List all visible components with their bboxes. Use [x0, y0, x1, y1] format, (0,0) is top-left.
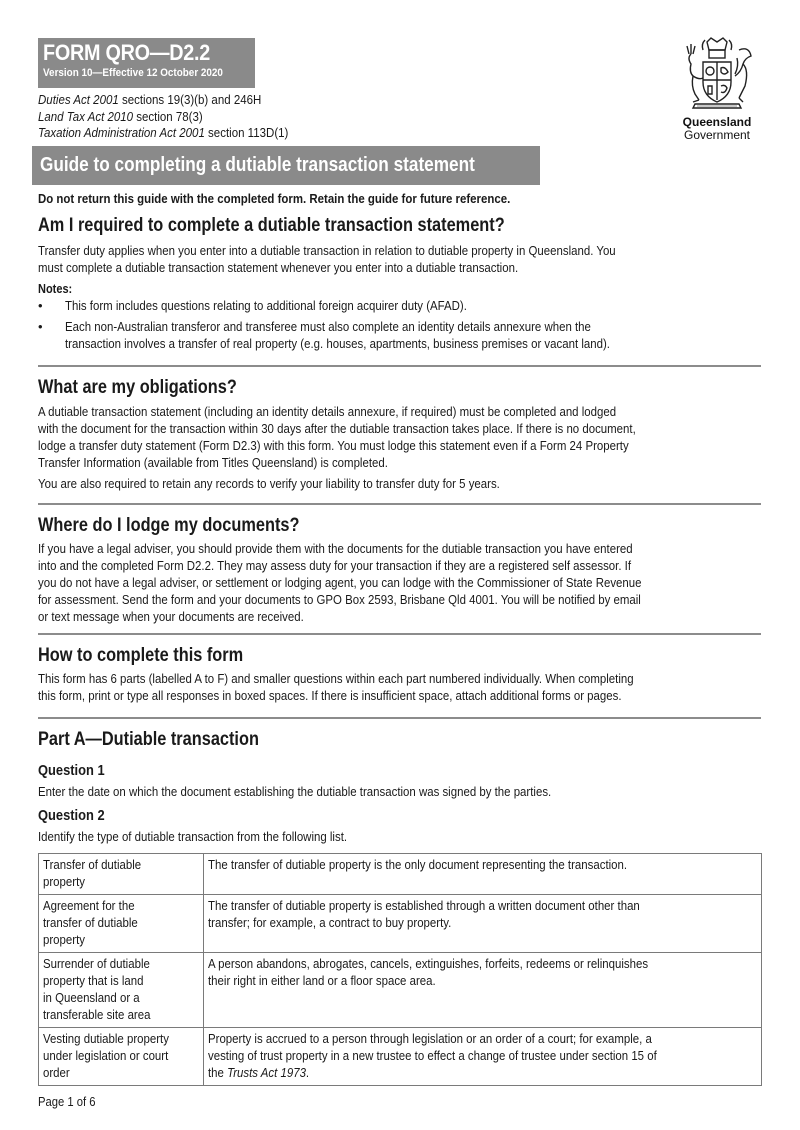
paragraph-line: for assessment. Send the form and your documents to GPO Box 2593, Brisbane Qld 4001. You will be notified by email	[38, 592, 641, 607]
section-divider	[38, 365, 761, 367]
cell-line: property that is land	[43, 973, 144, 988]
form-version: Version 10—Effective 12 October 2020	[43, 67, 223, 79]
paragraph-line: or text message when your documents are received.	[38, 609, 304, 624]
act-section: sections 19(3)(b) and 246H	[118, 93, 262, 107]
table-row	[39, 854, 762, 895]
note-item	[38, 318, 761, 352]
logo-queensland: Queensland	[682, 115, 752, 129]
act-name: Land Tax Act 2010	[38, 109, 134, 124]
transaction-description-cell	[204, 953, 762, 1028]
section-divider	[38, 633, 761, 635]
question-2-text	[38, 828, 389, 845]
act-name: Taxation Administration Act 2001	[38, 126, 205, 140]
question-2-title	[38, 806, 116, 825]
transaction-types-table	[38, 853, 762, 1086]
cell-line: Vesting dutiable property	[43, 1031, 169, 1046]
heading-text: Am I required to complete a dutiable transaction statement?	[38, 215, 505, 236]
paragraph-line: must complete a dutiable transaction statement whenever you enter into a dutiable transaction.	[38, 260, 519, 275]
question-title-text: Question 1	[38, 762, 105, 779]
how-to-paragraph	[38, 670, 715, 704]
heading-text: Where do I lodge my documents?	[38, 515, 300, 536]
lodge-paragraph	[38, 540, 724, 625]
act-reference	[38, 92, 288, 109]
cell-line: in Queensland or a	[43, 990, 140, 1005]
text-fragment: the	[208, 1065, 228, 1080]
act-section: section 78(3)	[133, 109, 203, 124]
act-name: Trusts Act 1973	[227, 1065, 306, 1080]
notes-title	[38, 281, 77, 297]
cell-line: their right in either land or a floor space area.	[208, 973, 436, 988]
cell-line: transfer of dutiable	[43, 915, 138, 930]
page-number-text: Page 1 of 6	[38, 1095, 96, 1109]
cell-line: Transfer of dutiable	[43, 857, 142, 872]
logo-government: Government	[683, 128, 751, 142]
paragraph-line: If you have a legal adviser, you should provide them with the documents for the dutiable transaction you have entered	[38, 541, 633, 556]
question-title-text: Question 2	[38, 807, 105, 824]
cell-line: The transfer of dutiable property is the only document representing the transaction.	[208, 857, 628, 872]
table-row	[39, 953, 762, 1028]
question-1-text	[38, 783, 621, 800]
paragraph-line: Enter the date on which the document establishing the dutiable transaction was signed by the parties.	[38, 784, 552, 799]
paragraph-line: lodge a transfer duty statement (Form D2.3) with this form. You must lodge this statement even if a Form 24 Property	[38, 438, 629, 453]
note-text: This form includes questions relating to additional foreign acquirer duty (AFAD).	[65, 298, 467, 313]
paragraph-line: Transfer Information (available from Titles Queensland) is completed.	[38, 455, 388, 470]
transaction-description-cell	[204, 854, 762, 895]
transaction-type-cell	[39, 895, 204, 953]
transaction-type-cell	[39, 1028, 204, 1086]
retain-notice	[38, 190, 575, 207]
obligations-paragraph	[38, 403, 717, 471]
guide-title: Guide to completing a dutiable transaction statement	[40, 154, 475, 176]
transaction-description-cell	[204, 1028, 762, 1086]
text-fragment: .	[305, 1065, 310, 1080]
cell-line: property	[43, 874, 85, 889]
bullet-icon: •	[38, 298, 43, 313]
cell-line: vesting of trust property in a new trustee to effect a change of trustee under section 15 of	[208, 1048, 657, 1063]
guide-title-bar	[32, 146, 540, 185]
obligations-records-paragraph	[38, 475, 563, 492]
transaction-type-cell	[39, 953, 204, 1028]
cell-line	[208, 1064, 691, 1081]
paragraph-line: Transfer duty applies when you enter into a dutiable transaction in relation to dutiable property in Queensland. You	[38, 243, 616, 258]
form-code: FORM QRO—D2.2	[43, 40, 211, 65]
table-row	[39, 1028, 762, 1086]
retain-notice-text: Do not return this guide with the completed form. Retain the guide for future reference.	[38, 191, 511, 206]
section-divider	[38, 503, 761, 505]
section-heading-required	[38, 214, 581, 238]
cell-line: transfer; for example, a contract to buy property.	[208, 915, 452, 930]
cell-line: Property is accrued to a person through legislation or an order of a court; for example, a	[208, 1031, 652, 1046]
notes-title-text: Notes:	[38, 282, 73, 296]
page-number	[38, 1095, 102, 1109]
act-section: section 113D(1)	[204, 126, 289, 140]
act-reference	[38, 125, 288, 142]
cell-line: A person abandons, abrogates, cancels, extinguishes, forfeits, redeems or relinquishes	[208, 956, 649, 971]
paragraph-line: You are also required to retain any records to verify your liability to transfer duty for 5 years.	[38, 476, 500, 491]
paragraph-line: you do not have a legal adviser, or settlement or lodging agent, you can lodge with the Commissioner of State Revenue	[38, 575, 642, 590]
paragraph-line: Identify the type of dutiable transaction from the following list.	[38, 829, 348, 844]
paragraph-line: This form has 6 parts (labelled A to F) and smaller questions within each part numbered individually. When completing	[38, 671, 634, 686]
cell-line: transferable site area	[43, 1007, 151, 1022]
heading-text: Part A—Dutiable transaction	[38, 729, 259, 750]
paragraph-line: into and the completed Form D2.2. They may assess duty for your transaction if they are a registered self assessor. If	[38, 558, 632, 573]
cell-line: The transfer of dutiable property is established through a written document other than	[208, 898, 640, 913]
paragraph-line: with the document for the transaction within 30 days after the dutiable transaction takes place. If there is no document,	[38, 421, 636, 436]
section-divider	[38, 717, 761, 719]
section-heading-lodge	[38, 514, 342, 538]
transaction-description-cell	[204, 895, 762, 953]
queensland-coat-of-arms-icon	[679, 36, 755, 116]
note-text: transaction involves a transfer of real property (e.g. houses, apartments, business premises or vacant land).	[65, 336, 610, 351]
note-text: Each non-Australian transferor and transferee must also complete an identity details annexure when the	[65, 319, 591, 334]
heading-text: How to complete this form	[38, 645, 244, 666]
section-heading-obligations	[38, 376, 269, 400]
required-paragraph	[38, 242, 694, 276]
section-heading-how-to	[38, 644, 277, 668]
queensland-government-logo	[672, 36, 762, 148]
cell-line: property	[43, 932, 85, 947]
heading-text: What are my obligations?	[38, 377, 237, 398]
paragraph-line: A dutiable transaction statement (including an identity details annexure, if required) must be completed and lodged	[38, 404, 617, 419]
transaction-type-cell	[39, 854, 204, 895]
form-code-box	[38, 38, 255, 88]
legislation-references	[38, 92, 310, 142]
bullet-icon: •	[38, 319, 43, 334]
cell-line: order	[43, 1065, 70, 1080]
act-reference	[38, 109, 288, 126]
note-item	[38, 297, 761, 314]
paragraph-line: this form, print or type all responses in boxed spaces. If there is insufficient space, attach additional forms or pages.	[38, 688, 622, 703]
question-1-title	[38, 761, 116, 780]
act-name: Duties Act 2001	[38, 93, 119, 107]
cell-line: Agreement for the	[43, 898, 135, 913]
cell-line: Surrender of dutiable	[43, 956, 150, 971]
table-row	[39, 895, 762, 953]
cell-line: under legislation or court	[43, 1048, 169, 1063]
part-a-heading	[38, 728, 295, 752]
